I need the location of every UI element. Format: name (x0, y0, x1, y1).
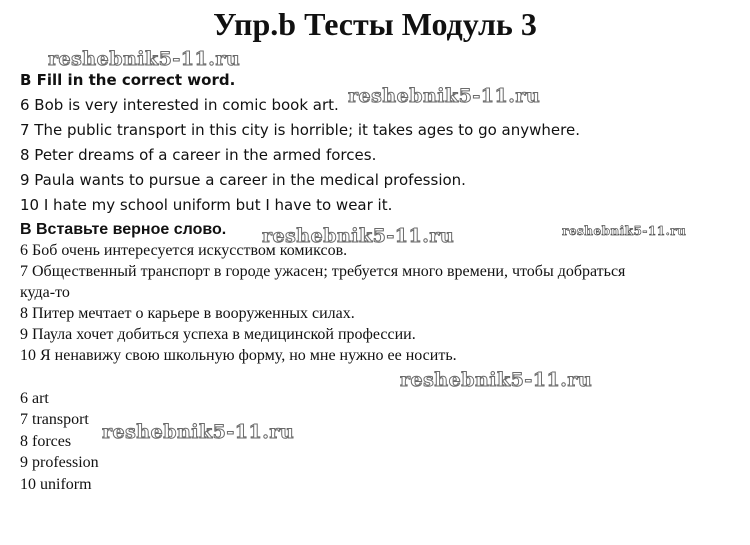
watermark: reshebnik5-11.ru (400, 369, 593, 391)
russian-line: куда-то (20, 284, 70, 301)
russian-line: 10 Я ненавижу свою школьную форму, но мне нужно ее носить. (20, 347, 457, 364)
answer-item: 8 forces (20, 433, 72, 450)
watermark: reshebnik5-11.ru (348, 85, 541, 107)
russian-heading: В Вставьте верное слово. (20, 221, 227, 238)
english-line: 6 Bob is very interested in comic book art. (20, 96, 339, 114)
watermark: reshebnik5-11.ru (48, 48, 241, 70)
watermark: reshebnik5-11.ru (262, 225, 455, 247)
russian-line: 6 Боб очень интересуется искусством комиксов. (20, 242, 348, 259)
english-line: 10 I hate my school uniform but I have to wear it. (20, 196, 393, 214)
answer-item: 10 uniform (20, 476, 92, 493)
english-line: 8 Peter dreams of a career in the armed forces. (20, 146, 377, 164)
answer-item: 6 art (20, 390, 49, 407)
russian-line: 9 Паула хочет добиться успеха в медицинской профессии. (20, 326, 416, 343)
english-line: 9 Paula wants to pursue a career in the medical profession. (20, 171, 466, 189)
english-line: 7 The public transport in this city is horrible; it takes ages to go anywhere. (20, 121, 580, 139)
russian-line: 7 Общественный транспорт в городе ужасен; требуется много времени, чтобы добраться (20, 263, 626, 280)
russian-line: 8 Питер мечтает о карьере в вооруженных силах. (20, 305, 355, 322)
watermark: reshebnik5-11.ru (102, 421, 295, 443)
english-heading: B Fill in the correct word. (20, 71, 236, 89)
answer-item: 9 profession (20, 454, 99, 471)
answer-item: 7 transport (20, 411, 89, 428)
watermark: reshebnik5-11.ru (562, 224, 687, 238)
page-title: Упр.b Тесты Модуль 3 (213, 6, 537, 42)
